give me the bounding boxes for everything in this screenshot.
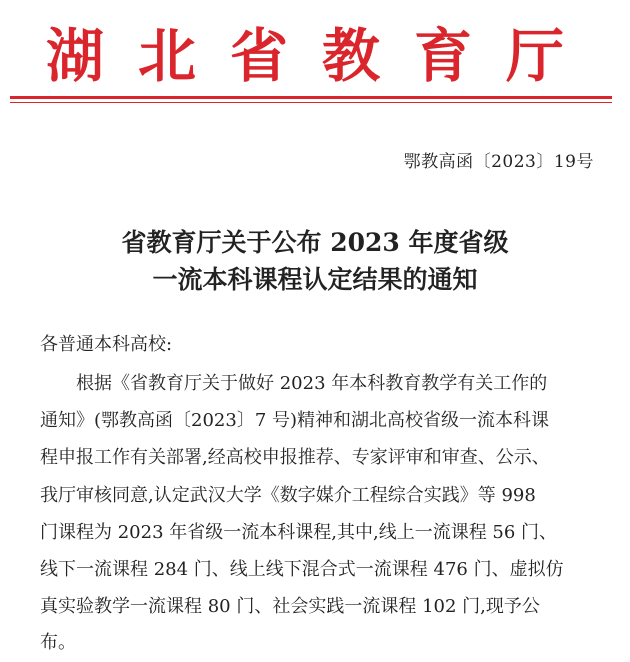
body-line-7: 真实验教学一流课程 80 门、社会实践一流课程 102 门,现予公 <box>40 596 540 617</box>
document-title-line-1: 省教育厅关于公布 2023 年度省级 <box>121 228 509 257</box>
document-title-line-2: 一流本科课程认定结果的通知 <box>152 265 478 294</box>
salutation: 各普通本科高校: <box>40 334 173 355</box>
masthead-rule-thin <box>10 102 612 103</box>
document-number: 鄂教高函〔2023〕19号 <box>403 152 594 172</box>
body-line-4: 我厅审核同意,认定武汉大学《数字媒介工程综合实践》等 998 <box>40 485 536 506</box>
body-line-8: 布。 <box>40 632 76 653</box>
body-line-1: 根据《省教育厅关于做好 2023 年本科教育教学有关工作的 <box>76 373 548 394</box>
body-line-2: 通知》(鄂教高函〔2023〕7 号)精神和湖北高校省级一流本科课 <box>40 410 550 431</box>
body-line-5: 门课程为 2023 年省级一流本科课程,其中,线上一流课程 56 门、 <box>40 522 558 543</box>
issuer-masthead: 湖北省教育厅 <box>45 22 598 90</box>
masthead-rule-thick <box>10 96 612 99</box>
body-line-3: 程申报工作有关部署,经高校申报推荐、专家评审和审查、公示、 <box>40 447 550 468</box>
body-line-6: 线下一流课程 284 门、线上线下混合式一流课程 476 门、虚拟仿 <box>40 559 564 580</box>
